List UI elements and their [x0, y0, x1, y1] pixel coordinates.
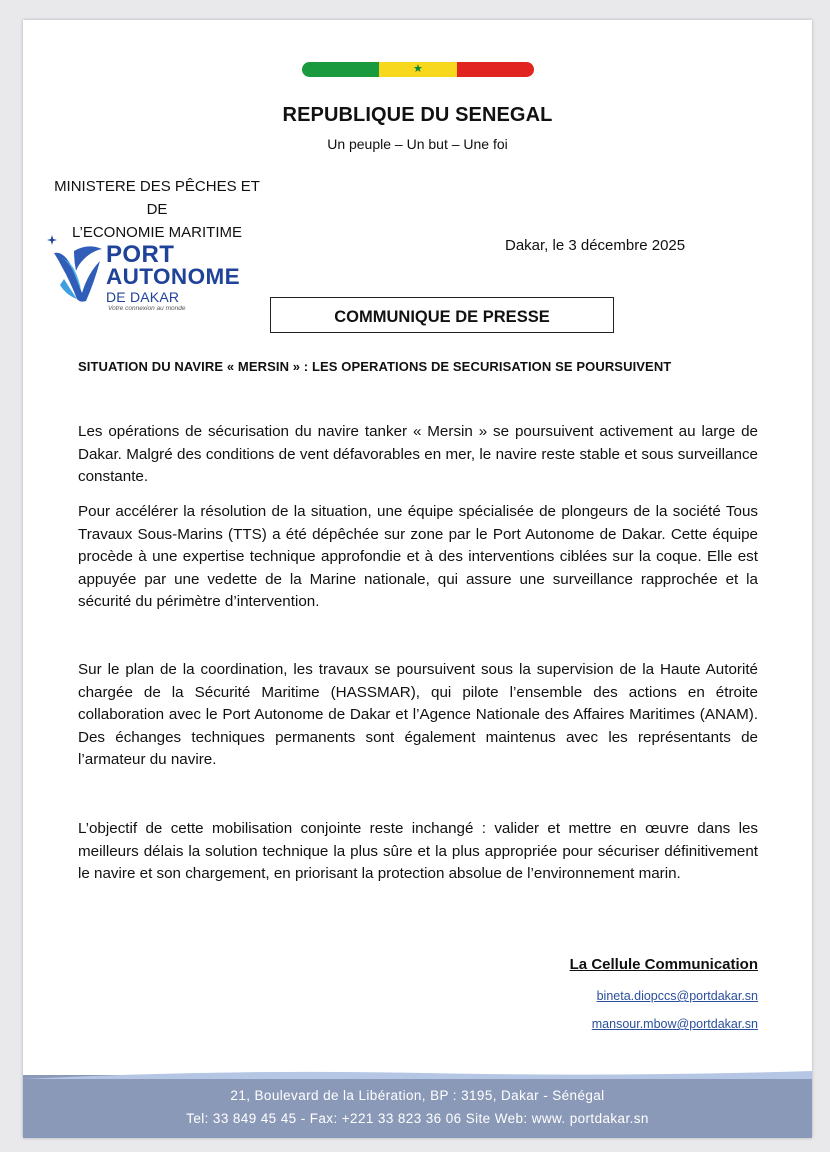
country-title: REPUBLIQUE DU SENEGAL: [282, 104, 553, 126]
logo-mark-icon: [44, 233, 106, 305]
footer-address: 21, Boulevard de la Libération, BP : 3195, Dakar - Sénégal: [230, 1088, 605, 1103]
signature: La Cellule Communication: [569, 956, 758, 973]
ministry-line-1: MINISTERE DES PÊCHES ET DE: [54, 178, 260, 218]
paragraph-4: L’objectif de cette mobilisation conjointe reste inchangé : valider et mettre en œuvre dans les meilleurs délais la solution technique la plus sûre et la plus appropriée pour sécuriser définitivement le navire et son chargement, en priorisant la protection absolue de l’environnement marin.: [78, 820, 758, 882]
logo-tagline: Votre connexion au monde: [108, 305, 186, 312]
footer-wave: [23, 1069, 812, 1079]
national-motto: Un peuple – Un but – Une foi: [327, 136, 508, 152]
page-footer: [23, 1075, 812, 1138]
ministry-line-2: L’ECONOMIE MARITIME: [71, 224, 243, 241]
flag-red-band: [457, 62, 534, 77]
port-autonome-logo: [44, 233, 270, 312]
document-type-box: [270, 297, 614, 333]
document-page: [23, 20, 812, 1138]
paragraph-1: Les opérations de sécurisation du navire tanker « Mersin » se poursuivent activement au large de Dakar. Malgré des conditions de vent défavorables en mer, le navire reste stable et sous surveillance constante.: [78, 423, 758, 485]
paragraph-2: Pour accélérer la résolution de la situation, une équipe spécialisée de plongeurs de la société Tous Travaux Sous-Marins (TTS) a été dépêchée sur zone par le Port Autonome de Dakar. Cette équipe procède à une expertise technique approfondie et à des interventions ciblées sur la coque. Elle est appuyée par une vedette de la Marine nationale, qui assure une surveillance rapprochée et la sécurité du périmètre d’intervention.: [78, 503, 758, 610]
footer-contact: Tel: 33 849 45 45 - Fax: +221 33 823 36 06 Site Web: www. portdakar.sn: [186, 1111, 649, 1126]
flag-green-band: [302, 62, 379, 77]
email-link-mansour[interactable]: mansour.mbow@portdakar.sn: [591, 1017, 758, 1031]
senegal-flag: [302, 62, 534, 77]
star-icon: ★: [413, 62, 423, 75]
flag-yellow-band: [379, 62, 456, 77]
paragraph-3: Sur le plan de la coordination, les travaux se poursuivent sous la supervision de la Haute Autorité chargée de la Sécurité Maritime (HASSMAR), qui pilote l’ensemble des actions en étroite collaboration avec le Port Autonome de Dakar et l’Agence Nationale des Affaires Maritimes (ANAM). Des échanges techniques permanents sont également maintenus avec les représentants de l’armateur du navire.: [78, 661, 758, 768]
logo-text-autonome: AUTONOME: [106, 264, 241, 289]
document-type-label: COMMUNIQUE DE PRESSE: [334, 308, 550, 326]
press-headline: SITUATION DU NAVIRE « MERSIN » : LES OPERATIONS DE SECURISATION SE POURSUIVENT: [78, 359, 672, 374]
email-link-bineta[interactable]: bineta.diopccs@portdakar.sn: [596, 989, 758, 1003]
logo-text-port: PORT: [106, 241, 175, 268]
document-date: Dakar, le 3 décembre 2025: [505, 237, 686, 254]
logo-text-de-dakar: DE DAKAR: [106, 289, 180, 305]
